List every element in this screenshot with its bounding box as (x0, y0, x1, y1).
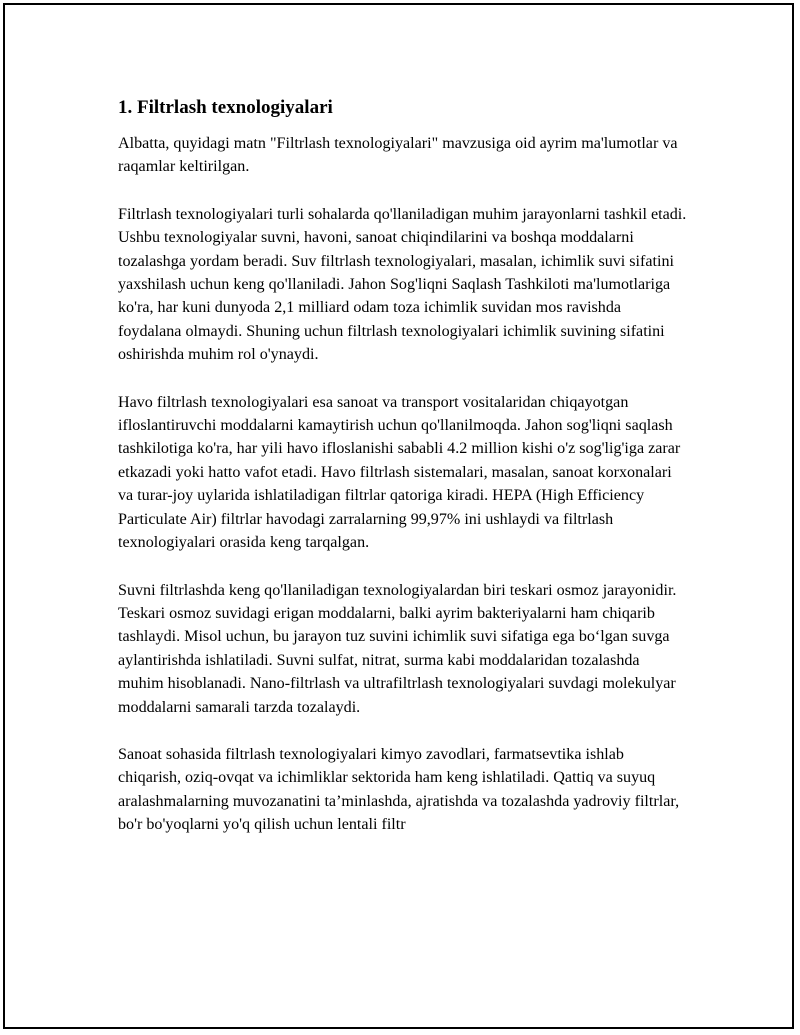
paragraph-reverse-osmosis: Suvni filtrlashda keng qo'llaniladigan texnologiyalardan biri teskari osmoz jarayonidir. Teskari osmoz suvidagi erigan moddalarni, balki ayrim bakteriyalarni ham chiqarib tashlaydi. Misol uchun, bu jarayon tuz suvini ichimlik suvi sifatiga ega bo‘lgan suvga aylantirishda ishlatiladi. Suvni sulfat, nitrat, surma kabi moddalaridan tozalashda muhim hisoblanadi. Nano-filtrlash va ultrafiltrlash texnologiyalari suvdagi molekulyar moddalarni samarali tarzda tozalaydi. (118, 581, 677, 716)
paragraph-intro: Albatta, quyidagi matn "Filtrlash texnologiyalari" mavzusiga oid ayrim ma'lumotlar va raqamlar keltirilgan. (118, 135, 678, 176)
document-body (118, 96, 688, 861)
paragraph-air-filtration: Havo filtrlash texnologiyalari esa sanoat va transport vositalaridan chiqayotgan ifloslantiruvchi moddalarni kamaytirish uchun qo'llanilmoqda. Jahon sog'liqni saqlash tashkilotiga ko'ra, har yili havo ifloslanishi sababli 4.2 million kishi o'z sog'lig'iga zarar etkazadi yoki hatto vafot etadi. Havo filtrlash sistemalari, masalan, sanoat korxonalari va turar-joy uylarida ishlatiladigan filtrlar qatoriga kiradi. HEPA (High Efficiency Particulate Air) filtrlar havodagi zarralarning 99,97% ini ushlaydi va filtrlash texnologiyalari orasida keng tarqalgan. (118, 393, 681, 552)
paragraph-industrial-filtration: Sanoat sohasida filtrlash texnologiyalari kimyo zavodlari, farmatsevtika ishlab chiqarish, oziq-ovqat va ichimliklar sektorida ham keng ishlatiladi. Qattiq va suyuq aralashmalarning muvozanatini ta’minlashda, ajratishda va tozalashda yadroviy filtrlar, bo'r bo'yoqlarni yo'q qilish uchun lentali filtr (118, 745, 680, 834)
section-heading: 1. Filtrlash texnologiyalari (118, 97, 333, 118)
paragraph-water-filtration: Filtrlash texnologiyalari turli sohalarda qo'llaniladigan muhim jarayonlarni tashkil etadi. Ushbu texnologiyalar suvni, havoni, sanoat chiqindilarini va boshqa moddalarni tozalashga yordam beradi. Suv filtrlash texnologiyalari, masalan, ichimlik suvi sifatini yaxshilash uchun keng qo'llaniladi. Jahon Sog'liqni Saqlash Tashkiloti ma'lumotlariga ko'ra, har kuni dunyoda 2,1 milliard odam toza ichimlik suvidan mos ravishda foydalana olmaydi. Shuning uchun filtrlash texnologiyalari ichimlik suvining sifatini oshirishda muhim rol o'ynaydi. (118, 205, 687, 364)
